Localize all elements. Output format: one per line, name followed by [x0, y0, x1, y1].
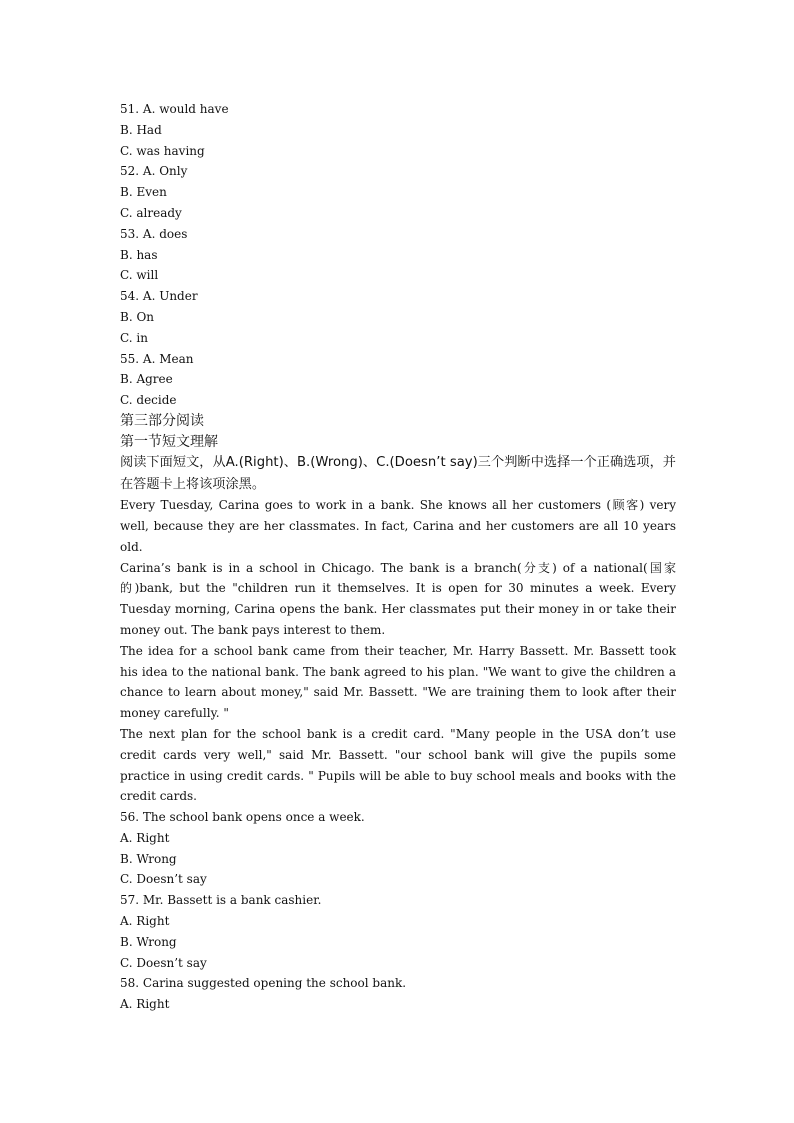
question-57-stem: 57. Mr. Bassett is a bank cashier.: [120, 893, 322, 908]
instructions: 阅读下面短文，从A.(Right)、B.(Wrong)、C.(Doesn’t say)三个判断中选择一个正确选项，并在答题卡上将该项涂黑。: [120, 455, 676, 492]
question-56-stem: 56. The school bank opens once a week.: [120, 810, 365, 825]
question-53-option-c: C. will: [120, 268, 159, 283]
question-51-option-b: B. Had: [120, 122, 162, 137]
question-57-option-b: B. Wrong: [120, 934, 177, 949]
question-57: [120, 890, 676, 973]
question-52: [120, 161, 676, 223]
question-51-option-a: 51. A. would have: [120, 102, 229, 116]
section-title: 第一节短文理解: [120, 433, 218, 450]
passage-paragraph-2: Carina’s bank is in a school in Chicago. The bank is a branch(分支) of a national(国家的)bank, but the "children run it themselves. It is open for 30 minutes a week. Every Tuesday morning, Carina opens the bank. Her classmates put their money in or take their money out. The bank pays interest to them.: [120, 560, 676, 637]
document-page: [120, 99, 676, 1015]
question-52-option-b: B. Even: [120, 185, 167, 200]
question-53-option-a: 53. A. does: [120, 226, 188, 241]
question-58-option-a: A. Right: [120, 997, 170, 1012]
passage-paragraph-4: The next plan for the school bank is a credit card. "Many people in the USA don’t use credit cards very well," said Mr. Bassett. "our school bank will give the pupils some practice in using credit cards. " Pupils will be able to buy school meals and books with the credit cards.: [120, 726, 676, 804]
question-53-option-b: B. has: [120, 247, 158, 262]
question-51: [120, 99, 676, 161]
question-52-option-c: C. already: [120, 205, 182, 220]
question-55-option-c: C. decide: [120, 393, 177, 408]
question-53: [120, 224, 676, 286]
question-54-option-b: B. On: [120, 309, 155, 324]
passage-paragraph-1: Every Tuesday, Carina goes to work in a bank. She knows all her customers (顾客) very well, because they are her classmates. In fact, Carina and her customers are all 10 years old.: [120, 498, 676, 554]
part-title: 第三部分阅读: [120, 412, 204, 429]
question-55-option-b: B. Agree: [120, 372, 173, 387]
question-54-option-c: C. in: [120, 330, 148, 345]
question-55-option-a: 55. A. Mean: [120, 351, 194, 366]
question-51-option-c: C. was having: [120, 143, 205, 158]
question-54: [120, 286, 676, 348]
question-52-option-a: 52. A. Only: [120, 164, 188, 179]
question-58-stem: 58. Carina suggested opening the school bank.: [120, 976, 407, 991]
question-56-option-a: A. Right: [120, 830, 170, 845]
question-54-option-a: 54. A. Under: [120, 289, 198, 304]
passage-paragraph-3: The idea for a school bank came from their teacher, Mr. Harry Bassett. Mr. Bassett took his idea to the national bank. The bank agreed to his plan. "We want to give the children a chance to learn about money," said Mr. Bassett. "We are training them to look after their money carefully. ": [120, 643, 676, 721]
question-56-option-b: B. Wrong: [120, 851, 177, 866]
question-57-option-a: A. Right: [120, 914, 170, 929]
question-56: [120, 807, 676, 890]
question-57-option-c: C. Doesn’t say: [120, 955, 207, 970]
question-56-option-c: C. Doesn’t say: [120, 872, 207, 887]
question-58: [120, 973, 676, 1015]
question-55: [120, 349, 676, 411]
